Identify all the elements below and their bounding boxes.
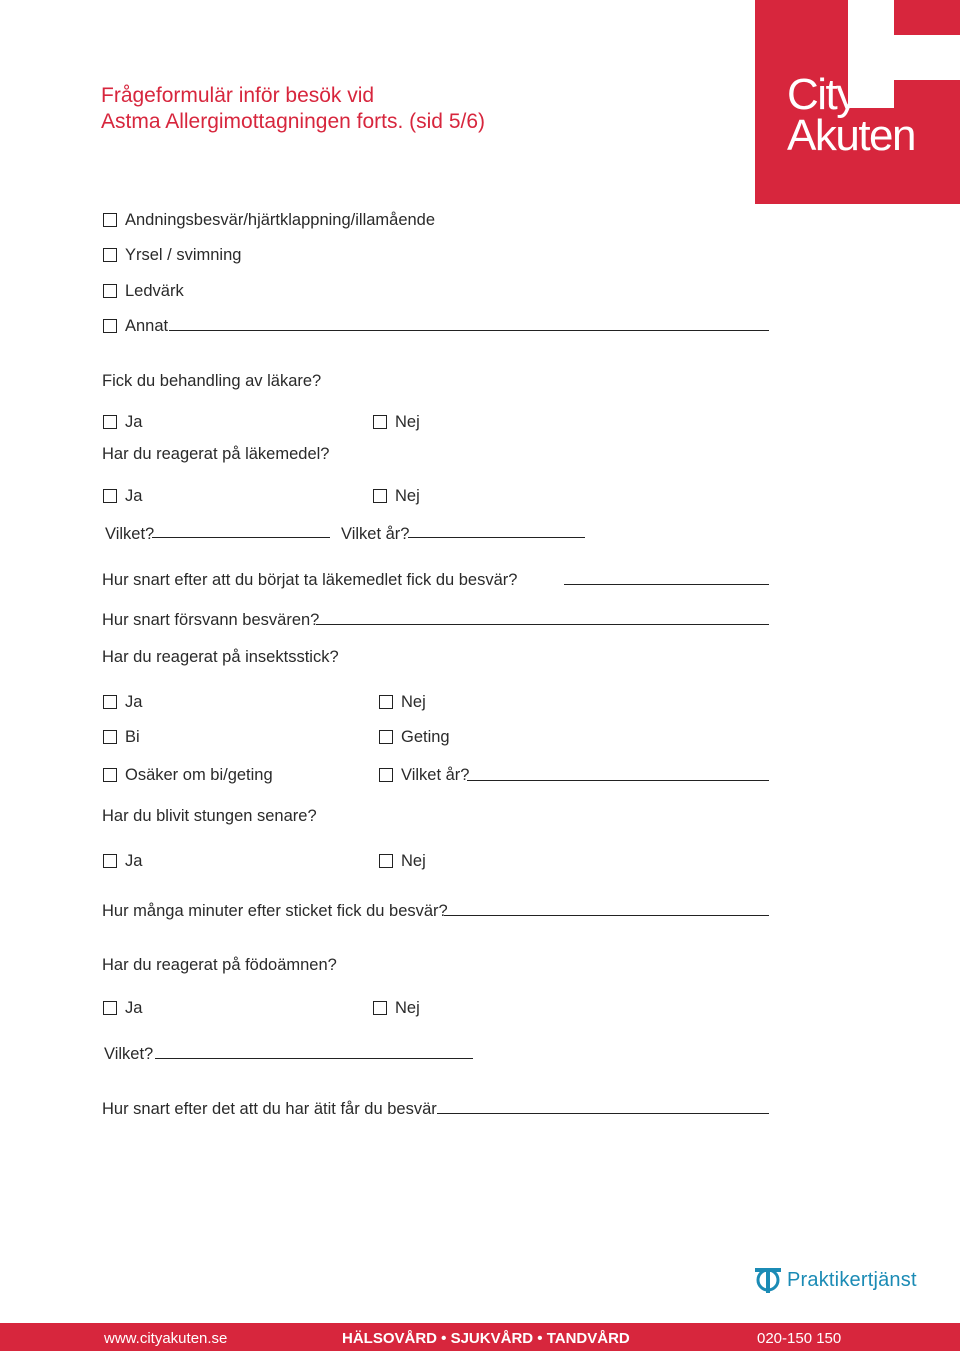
insect-unsure-option[interactable]: Osäker om bi/geting [103, 765, 273, 785]
drug-which-line[interactable] [152, 537, 330, 538]
food-yes-option[interactable]: Ja [103, 998, 142, 1018]
treatment-no-option[interactable]: Nej [373, 412, 420, 432]
checkbox[interactable] [103, 489, 117, 503]
drug-year-label: Vilket år? [341, 525, 410, 543]
checkbox[interactable] [379, 768, 393, 782]
checkbox[interactable] [103, 415, 117, 429]
drug-no-option[interactable]: Nej [373, 486, 420, 506]
food-no-option[interactable]: Nej [373, 998, 420, 1018]
drug-which-label: Vilket? [105, 525, 155, 543]
page-title-line2: Astma Allergimottagningen forts. (sid 5/6) [101, 110, 486, 133]
checkbox[interactable] [103, 319, 117, 333]
insect-wasp-option[interactable]: Geting [379, 727, 450, 747]
checkbox[interactable] [103, 854, 117, 868]
checkbox[interactable] [379, 730, 393, 744]
symptom-option-other[interactable]: Annat [103, 316, 168, 336]
insect-no-option[interactable]: Nej [379, 692, 426, 712]
insect-year-option[interactable]: Vilket år? [379, 765, 469, 785]
checkbox[interactable] [103, 213, 117, 227]
question-drug-resolve: Hur snart försvann besvären? [102, 611, 320, 629]
insect-bee-option[interactable]: Bi [103, 727, 140, 747]
treatment-yes-option[interactable]: Ja [103, 412, 142, 432]
question-insect: Har du reagerat på insektsstick? [102, 648, 339, 666]
question-sting-minutes: Hur många minuter efter sticket fick du besvär? [102, 902, 448, 920]
footer-bar [0, 1323, 960, 1351]
question-food-onset: Hur snart efter det att du har ätit får du besvär [102, 1100, 437, 1118]
stung-no-option[interactable]: Nej [379, 851, 426, 871]
logo-wordmark: City Akuten [787, 70, 915, 160]
other-answer-line[interactable] [169, 330, 769, 331]
stung-yes-option[interactable]: Ja [103, 851, 142, 871]
checkbox[interactable] [379, 695, 393, 709]
question-treatment: Fick du behandling av läkare? [102, 372, 322, 390]
insect-year-line[interactable] [467, 780, 769, 781]
question-stung-later: Har du blivit stungen senare? [102, 807, 317, 825]
drug-yes-option[interactable]: Ja [103, 486, 142, 506]
checkbox[interactable] [103, 695, 117, 709]
insect-yes-option[interactable]: Ja [103, 692, 142, 712]
symptom-option-dizziness[interactable]: Yrsel / svimning [103, 245, 241, 265]
cityakuten-logo [755, 0, 960, 204]
food-which-label: Vilket? [104, 1045, 154, 1063]
drug-onset-line[interactable] [564, 584, 769, 585]
checkbox[interactable] [373, 489, 387, 503]
drug-year-line[interactable] [408, 537, 585, 538]
praktikertjanst-icon [755, 1266, 781, 1294]
sting-minutes-line[interactable] [444, 915, 769, 916]
checkbox[interactable] [373, 1001, 387, 1015]
symptom-option-breathing[interactable]: Andningsbesvär/hjärtklappning/illamående [103, 210, 435, 230]
food-onset-line[interactable] [437, 1113, 769, 1114]
question-food: Har du reagerat på födoämnen? [102, 956, 337, 974]
praktikertjanst-logo [755, 1266, 917, 1294]
food-which-line[interactable] [155, 1058, 473, 1059]
checkbox[interactable] [103, 284, 117, 298]
checkbox[interactable] [103, 768, 117, 782]
drug-resolve-line[interactable] [316, 624, 769, 625]
checkbox[interactable] [103, 730, 117, 744]
footer-website[interactable]: www.cityakuten.se [104, 1330, 228, 1347]
question-drug-reaction: Har du reagerat på läkemedel? [102, 445, 330, 463]
footer-services: HÄLSOVÅRD • SJUKVÅRD • TANDVÅRD [342, 1330, 630, 1347]
footer-phone: 020-150 150 [757, 1330, 842, 1347]
question-drug-onset: Hur snart efter att du börjat ta läkemedlet fick du besvär? [102, 571, 518, 589]
partner-name: Praktikertjänst [787, 1268, 917, 1291]
checkbox[interactable] [379, 854, 393, 868]
symptom-option-joint-pain[interactable]: Ledvärk [103, 281, 184, 301]
checkbox[interactable] [103, 248, 117, 262]
checkbox[interactable] [103, 1001, 117, 1015]
page-title-line1: Frågeformulär inför besök vid [101, 84, 375, 107]
checkbox[interactable] [373, 415, 387, 429]
